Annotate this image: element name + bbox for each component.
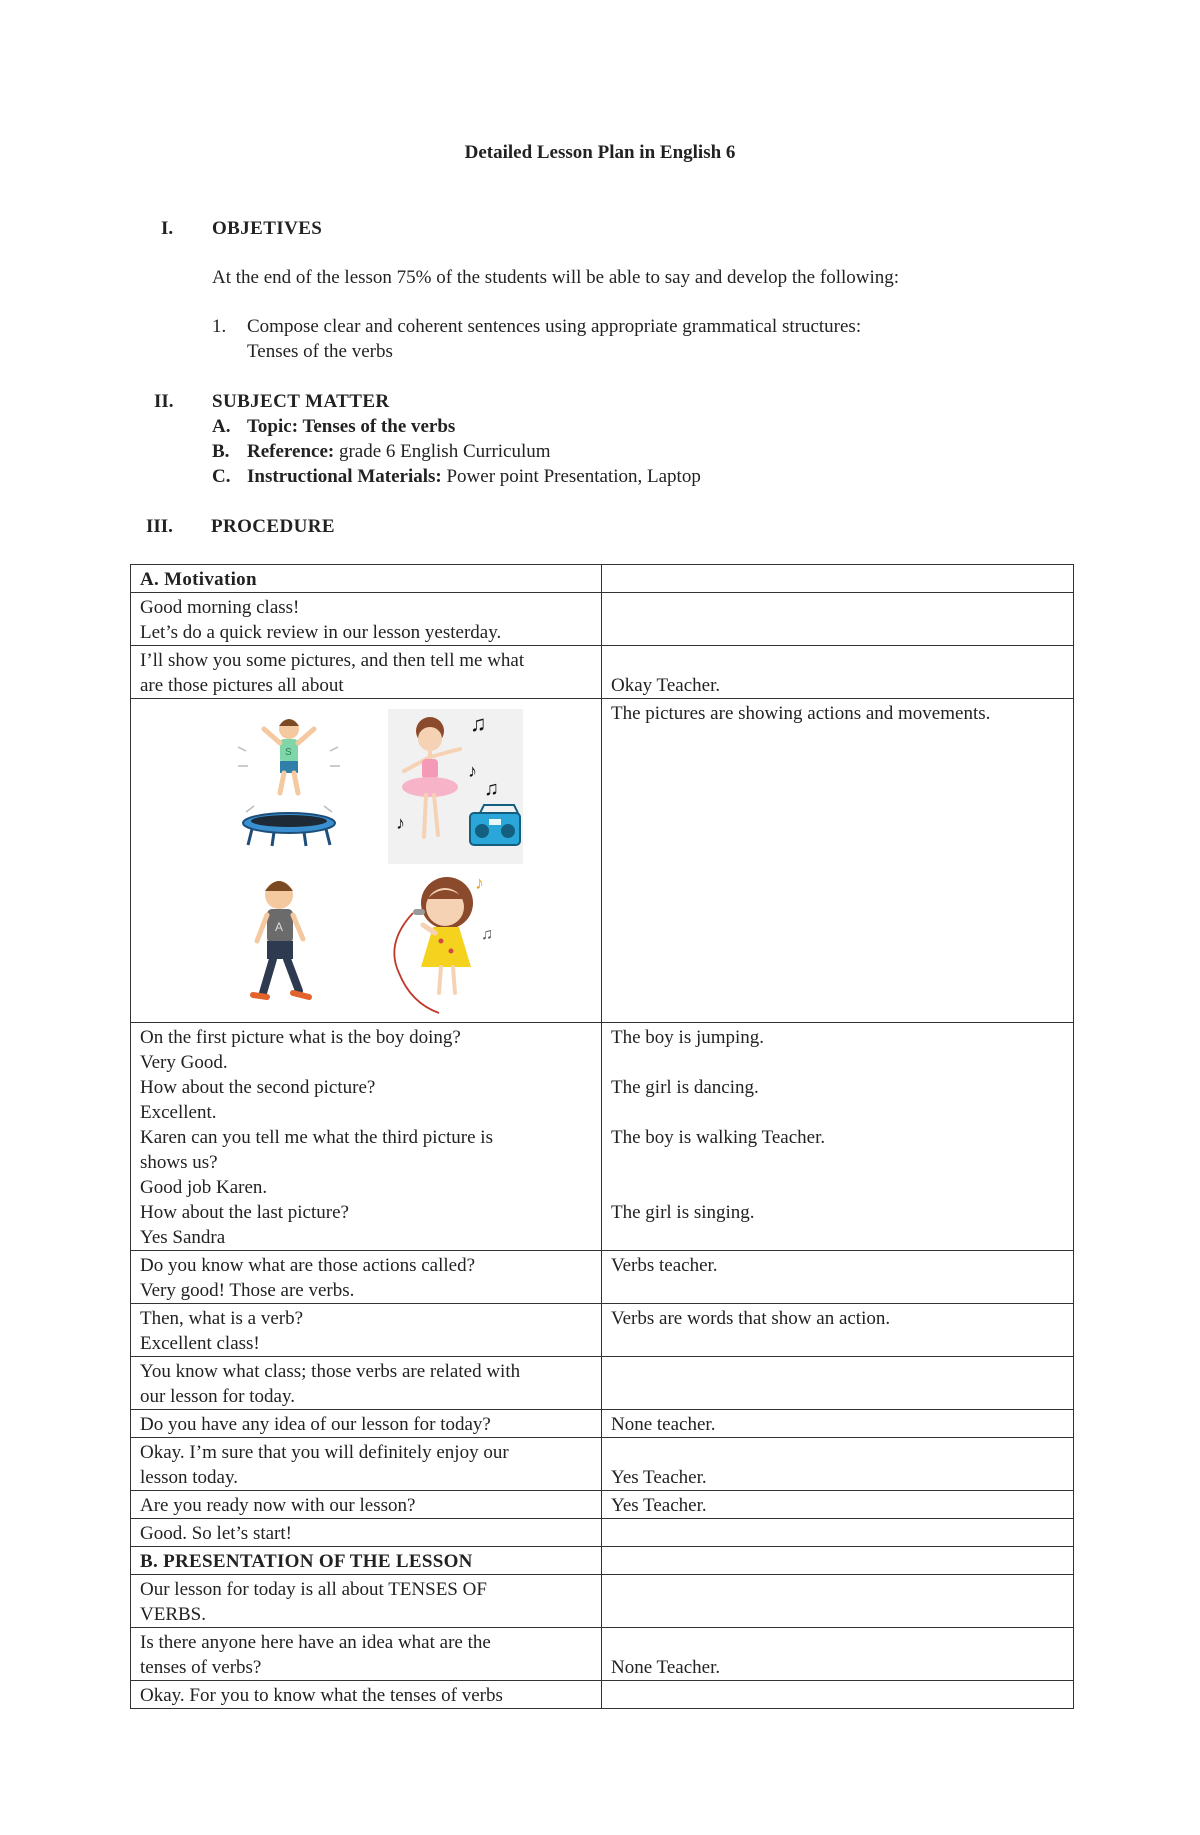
table-row <box>131 1628 1074 1681</box>
objective-item-number: 1. <box>212 316 227 337</box>
subject-b-letter: B. <box>212 441 230 462</box>
teacher-line: Good morning class! <box>140 597 300 618</box>
teacher-line: How about the last picture? <box>140 1202 349 1223</box>
teacher-line: You know what class; those verbs are related with <box>140 1361 521 1382</box>
shirt-letter-a: A <box>275 920 284 934</box>
student-response: The boy is jumping. <box>611 1027 765 1048</box>
shirt-letter-s: S <box>285 747 292 758</box>
teacher-line: lesson today. <box>140 1467 238 1488</box>
teacher-line: Very good! Those are verbs. <box>140 1280 355 1301</box>
section-heading-subject: SUBJECT MATTER <box>212 391 390 412</box>
teacher-line: Are you ready now with our lesson? <box>131 1491 602 1519</box>
student-response: The pictures are showing actions and movements. <box>602 699 1074 1023</box>
teacher-line: shows us? <box>140 1152 218 1173</box>
student-response: The boy is walking Teacher. <box>611 1127 826 1148</box>
student-response: Verbs teacher. <box>602 1251 1074 1304</box>
teacher-line: Okay. I’m sure that you will definitely enjoy our <box>140 1442 509 1463</box>
document-title: Detailed Lesson Plan in English 6 <box>464 142 736 163</box>
teacher-line: Good. So let’s start! <box>131 1519 602 1547</box>
objective-item-line-1: Compose clear and coherent sentences using appropriate grammatical structures: <box>247 316 862 337</box>
table-row <box>131 1304 1074 1357</box>
student-response: Yes Teacher. <box>602 1491 1074 1519</box>
section-numeral-subject: II. <box>154 391 174 412</box>
jumping-boy-image <box>234 711 344 851</box>
table-row <box>131 1491 1074 1519</box>
reference-value: grade 6 English Curriculum <box>338 441 551 462</box>
table-row <box>131 1023 1074 1251</box>
music-note-icon: ♪ <box>475 873 484 893</box>
teacher-line: Do you know what are those actions called? <box>140 1255 476 1276</box>
subject-topic: Topic: Tenses of the verbs <box>247 416 456 437</box>
subject-c-letter: C. <box>212 466 231 487</box>
table-row <box>131 1251 1074 1304</box>
reference-label: Reference: <box>247 441 335 462</box>
teacher-line: Do you have any idea of our lesson for today? <box>131 1410 602 1438</box>
table-row <box>131 593 1074 646</box>
teacher-line: Our lesson for today is all about TENSES OF <box>140 1579 487 1600</box>
student-response: Okay Teacher. <box>602 646 1074 699</box>
table-row <box>131 1519 1074 1547</box>
section-heading-procedure: PROCEDURE <box>211 516 335 537</box>
teacher-line: Good job Karen. <box>140 1177 268 1198</box>
table-row <box>131 565 1074 593</box>
teacher-line: Yes Sandra <box>140 1227 226 1248</box>
teacher-line: Very Good. <box>140 1052 228 1073</box>
music-note-icon: ♫ <box>481 926 493 943</box>
objective-item-line-2: Tenses of the verbs <box>247 341 393 362</box>
table-row <box>131 1681 1074 1709</box>
table-row <box>131 1438 1074 1491</box>
table-row <box>131 1357 1074 1410</box>
dancing-girl-image <box>388 709 523 864</box>
table-row <box>131 1547 1074 1575</box>
teacher-line: VERBS. <box>140 1604 206 1625</box>
teacher-line: Karen can you tell me what the third picture is <box>140 1127 493 1148</box>
section-heading-objectives: OBJETIVES <box>212 218 323 239</box>
student-response: The girl is dancing. <box>611 1077 759 1098</box>
materials-value: Power point Presentation, Laptop <box>446 466 701 487</box>
teacher-line: Let’s do a quick review in our lesson yesterday. <box>140 622 502 643</box>
student-response: None teacher. <box>602 1410 1074 1438</box>
pictures-cell <box>131 699 602 1023</box>
section-numeral-procedure: III. <box>146 516 173 537</box>
teacher-line: tenses of verbs? <box>140 1657 262 1678</box>
student-response: None Teacher. <box>602 1628 1074 1681</box>
teacher-line: How about the second picture? <box>140 1077 376 1098</box>
teacher-line: Then, what is a verb? <box>140 1308 304 1329</box>
subject-a-letter: A. <box>212 416 231 437</box>
table-row <box>131 1575 1074 1628</box>
singing-girl-image <box>383 869 508 1019</box>
motivation-header: A. Motivation <box>131 565 602 593</box>
table-row <box>131 699 1074 1023</box>
section-numeral-objectives: I. <box>161 218 174 239</box>
student-response: Verbs are words that show an action. <box>602 1304 1074 1357</box>
teacher-line: Excellent class! <box>140 1333 260 1354</box>
objectives-intro: At the end of the lesson 75% of the students will be able to say and develop the following: <box>212 267 900 288</box>
presentation-header: B. PRESENTATION OF THE LESSON <box>131 1547 602 1575</box>
music-note-icon: ♫ <box>470 711 487 736</box>
teacher-line: Okay. For you to know what the tenses of verbs <box>131 1681 602 1709</box>
music-note-icon: ♪ <box>468 761 477 781</box>
music-note-icon: ♪ <box>396 813 405 833</box>
table-row <box>131 646 1074 699</box>
teacher-line: are those pictures all about <box>140 675 344 696</box>
music-note-icon: ♫ <box>484 778 499 800</box>
teacher-line: I’ll show you some pictures, and then tell me what <box>140 650 525 671</box>
materials-label: Instructional Materials: <box>247 466 442 487</box>
walking-boy-image <box>241 875 321 1015</box>
teacher-line: On the first picture what is the boy doing? <box>140 1027 461 1048</box>
teacher-line: our lesson for today. <box>140 1386 295 1407</box>
student-response: The girl is singing. <box>611 1202 755 1223</box>
teacher-line: Is there anyone here have an idea what are the <box>140 1632 491 1653</box>
teacher-line: Excellent. <box>140 1102 217 1123</box>
procedure-table <box>130 564 1074 1709</box>
student-response: Yes Teacher. <box>602 1438 1074 1491</box>
table-row <box>131 1410 1074 1438</box>
